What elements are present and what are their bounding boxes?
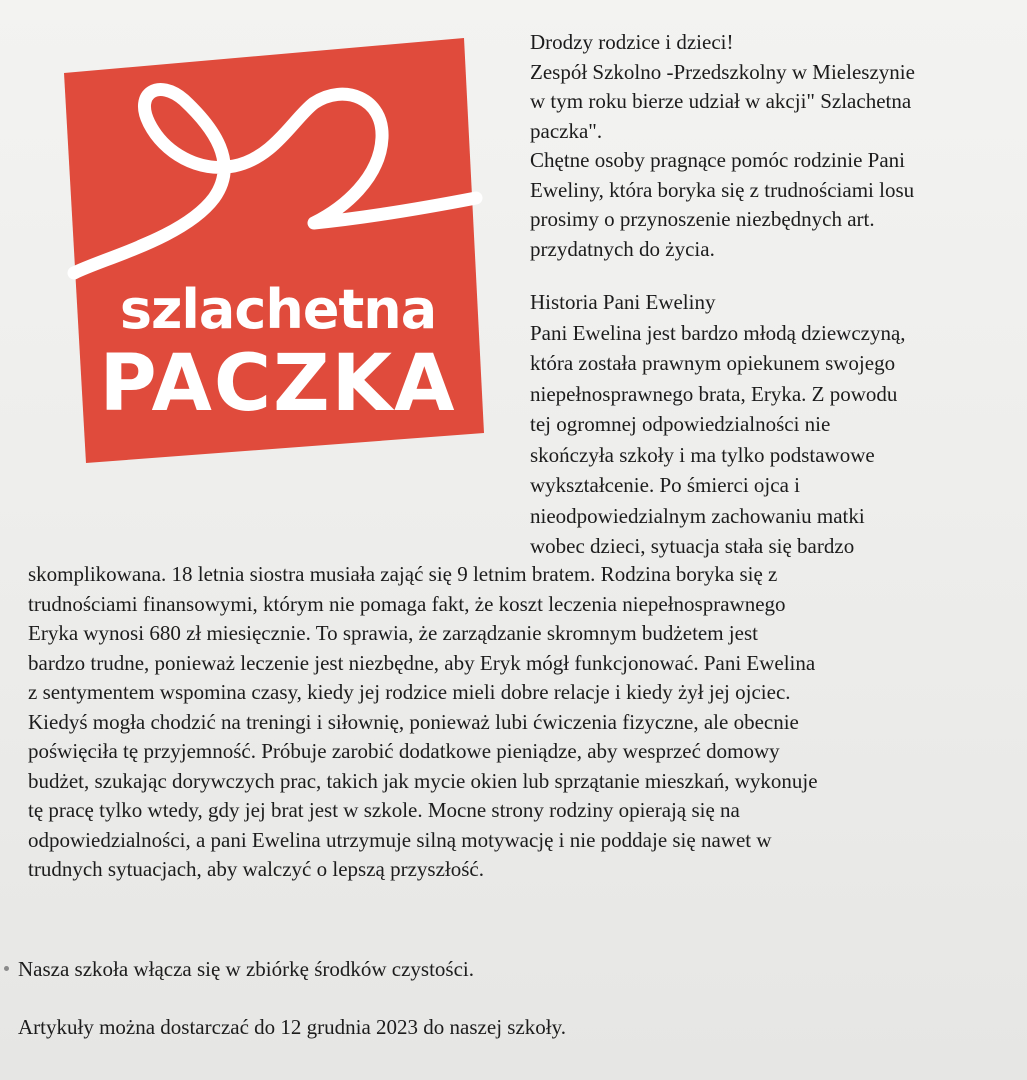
history-line: wykształcenie. Po śmierci ojca i (530, 473, 800, 497)
history-title: Historia Pani Eweliny (530, 290, 716, 314)
story-line: trudnościami finansowymi, którym nie pomaga fakt, że koszt leczenia niepełnosprawnego (28, 591, 786, 616)
story-line: skomplikowana. 18 letnia siostra musiała zająć się 9 letnim bratem. Rodzina boryka się z (28, 562, 778, 586)
story-line: tę pracę tylko wtedy, gdy jej brat jest w szkole. Mocne strony rodziny opierają się na (28, 798, 740, 822)
history-section (530, 287, 1020, 562)
szlachetna-paczka-logo (64, 38, 484, 463)
intro-line: Zespół Szkolno -Przedszkolny w Mieleszynie (530, 59, 915, 84)
intro-line: Eweliny, która boryka się z trudnościami losu (530, 177, 915, 202)
history-line: tej ogromnej odpowiedzialności nie (530, 412, 831, 436)
intro-line: przydatnych do życia. (530, 236, 715, 261)
intro-line: paczka". (530, 118, 603, 143)
collection-note (18, 954, 998, 984)
intro-line: Chętne osoby pragnące pomóc rodzinie Pani (530, 148, 905, 172)
intro-paragraph (530, 28, 1020, 264)
deadline-note: Artykuły można dostarczać do 12 grudnia 2023 do naszej szkoły. (18, 1015, 566, 1039)
story-line: trudnych sytuacjach, aby walczyć o lepszą przyszłość. (28, 857, 484, 881)
story-line: z sentymentem wspomina czasy, kiedy jej rodzice mieli dobre relacje i kiedy żył jej ojciec. (28, 680, 791, 704)
history-line: która została prawnym opiekunem swojego (530, 351, 896, 375)
logo-line1: szlachetna (119, 278, 437, 341)
bullet-icon (4, 966, 9, 971)
history-line: Pani Ewelina jest bardzo młodą dziewczyną, (530, 320, 906, 345)
story-line: budżet, szukając dorywczych prac, takich jak mycie okien lub sprzątanie mieszkań, wykonuje (28, 768, 818, 793)
history-line: wobec dzieci, sytuacja stała się bardzo (530, 534, 855, 558)
story-line: poświęciła tę przyjemność. Próbuje zarobić dodatkowe pieniądze, aby wesprzeć domowy (28, 739, 780, 763)
collection-note-text: Nasza szkoła włącza się w zbiórkę środków czystości. (18, 957, 475, 981)
history-line: niepełnosprawnego brata, Eryka. Z powodu (530, 381, 898, 406)
logo-line2: PACZKA (99, 339, 457, 429)
intro-line: prosimy o przynoszenie niezbędnych art. (530, 207, 875, 231)
story-paragraph (28, 560, 1018, 885)
story-line: Eryka wynosi 680 zł miesięcznie. To sprawia, że zarządzanie skromnym budżetem jest (28, 621, 758, 645)
story-line: Kiedyś mogła chodzić na treningi i siłownię, ponieważ lubi ćwiczenia fizyczne, ale obecnie (28, 709, 799, 734)
intro-line: Drodzy rodzice i dzieci! (530, 30, 734, 54)
history-line: skończyła szkoły i ma tylko podstawowe (530, 442, 875, 467)
history-line: nieodpowiedzialnym zachowaniu matki (530, 503, 865, 528)
intro-line: w tym roku bierze udział w akcji" Szlachetna (530, 89, 912, 113)
story-line: bardzo trudne, ponieważ leczenie jest niezbędne, aby Eryk mógł funkcjonować. Pani Ewelina (28, 650, 816, 675)
story-line: odpowiedzialności, a pani Ewelina utrzymuje silną motywację i nie poddaje się nawet w (28, 827, 772, 852)
